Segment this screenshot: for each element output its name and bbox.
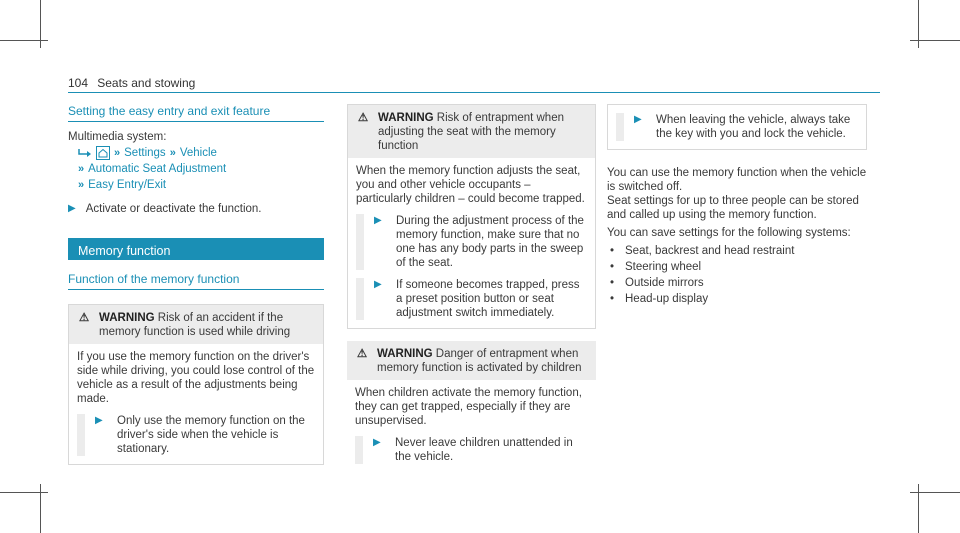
section-banner: Memory function [68, 238, 324, 260]
column-3 [607, 104, 867, 306]
warning-header [347, 341, 596, 380]
warning-triangle-icon: ⚠ [356, 348, 368, 360]
warning-label: WARNING [377, 348, 433, 360]
warning-step-text: If someone becomes trapped, press a preset position button or seat adjustment switch immediately. [396, 279, 580, 319]
bullet-icon: • [609, 277, 615, 289]
page-header [68, 76, 195, 91]
path-item-easy-entry-exit[interactable]: Easy Entry/Exit [88, 179, 167, 191]
path-item-settings[interactable]: Settings [124, 147, 166, 159]
section-heading: Setting the easy entry and exit feature [68, 104, 324, 122]
action-step [68, 202, 324, 216]
warning-body [348, 158, 595, 328]
list-item: • Steering wheel [607, 260, 867, 274]
paragraph: You can use the memory function when the vehicle is switched off. [607, 167, 867, 193]
warning-body [347, 380, 596, 472]
note-step-text: When leaving the vehicle, always take the key with you and lock the vehicle. [656, 114, 851, 140]
warning-step [356, 278, 587, 320]
chevron-right-icon: » [114, 147, 121, 159]
step-bar [356, 278, 364, 320]
list-item: • Head-up display [607, 292, 867, 306]
warning-step-text: Only use the memory function on the driver's side when the vehicle is stationary. [117, 415, 305, 455]
warning-head-text: Risk of an accident if the memory function is used while driving [99, 312, 291, 338]
chevron-right-icon: » [78, 163, 85, 175]
step-arrow-icon: ▶ [634, 114, 642, 125]
warning-label: WARNING [378, 112, 434, 124]
warning-head-text: Risk of entrapment when adjusting the seat with the memory function [378, 112, 564, 152]
step-bar [77, 414, 85, 456]
subsection-heading: Function of the memory function [68, 272, 324, 290]
warning-step [77, 414, 315, 456]
note-step [616, 113, 858, 141]
warning-box [347, 341, 596, 472]
action-text: Activate or deactivate the function. [85, 203, 262, 215]
list-item: • Seat, backrest and head restraint [607, 244, 867, 258]
page-number: 104 [68, 76, 89, 90]
warning-head-text: Danger of entrapment when memory function is activated by children [377, 348, 582, 374]
chevron-right-icon: » [169, 147, 176, 159]
warning-step-text: Never leave children unattended in the vehicle. [395, 437, 573, 463]
step-arrow-icon: ▶ [373, 437, 381, 448]
crop-mark [918, 0, 919, 48]
bullet-icon: • [609, 293, 615, 305]
step-bar [355, 436, 363, 464]
column-1 [68, 104, 324, 465]
paragraph: Seat settings for up to three people can be stored and called up using the memory function. [607, 195, 859, 221]
crop-mark [918, 484, 919, 533]
step-bar [356, 214, 364, 270]
step-arrow-icon: ▶ [95, 415, 103, 426]
crop-mark [40, 0, 41, 48]
intro-text: Multimedia system: [68, 131, 167, 143]
warning-text: When the memory function adjusts the seat, you and other vehicle occupants – particularly children – could become trapped. [356, 165, 585, 205]
header-rule [68, 92, 880, 93]
list-item: • Outside mirrors [607, 276, 867, 290]
crop-mark [40, 484, 41, 533]
menu-path-cont [78, 162, 324, 176]
systems-list [607, 244, 867, 306]
step-arrow-icon: ▶ [374, 215, 382, 226]
warning-step-text: During the adjustment process of the memory function, make sure that no one has any body parts in the sweep of the seat. [396, 215, 584, 269]
warning-header [69, 305, 323, 344]
bullet-icon: • [609, 261, 615, 273]
warning-step [356, 214, 587, 270]
warning-triangle-icon: ⚠ [78, 312, 90, 324]
warning-triangle-icon: ⚠ [357, 112, 369, 124]
path-arrow-icon [78, 148, 92, 158]
column-2 [347, 104, 596, 472]
menu-path-cont [78, 178, 324, 192]
chevron-right-icon: » [78, 179, 85, 191]
warning-text: If you use the memory function on the driver's side while driving, you could lose control of the vehicle as a result of the adjustments being made. [77, 351, 315, 405]
note-box [607, 104, 867, 150]
path-item-automatic-seat-adjustment[interactable]: Automatic Seat Adjustment [88, 163, 227, 175]
warning-box [68, 304, 324, 465]
warning-header [348, 105, 595, 158]
path-item-vehicle[interactable]: Vehicle [179, 147, 217, 159]
warning-label: WARNING [99, 312, 155, 324]
step-bar [616, 113, 624, 141]
step-arrow-icon: ▶ [68, 203, 76, 214]
warning-text: When children activate the memory function, they can get trapped, especially if they are unsupervised. [355, 387, 582, 427]
warning-box [347, 104, 596, 329]
warning-step [355, 436, 588, 464]
section-title: Seats and stowing [97, 76, 196, 90]
menu-path [78, 146, 324, 160]
home-icon[interactable] [96, 146, 110, 160]
bullet-icon: • [609, 245, 615, 257]
step-arrow-icon: ▶ [374, 279, 382, 290]
paragraph: You can save settings for the following systems: [607, 227, 851, 239]
warning-body [69, 344, 323, 464]
